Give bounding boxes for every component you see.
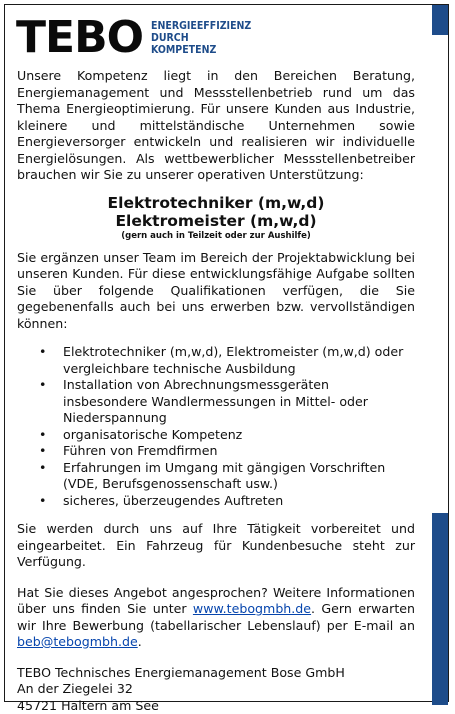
tebo-logo (16, 14, 251, 62)
email-link[interactable]: beb@tebogmbh.de (17, 634, 138, 649)
logo-tagline-line: ENERGIEEFFIZIENZ (151, 20, 251, 32)
list-item-text: Elektrotechniker (m,w,d), Elektromeister (m,w,d) oder vergleichbare technische Ausbildung (63, 344, 403, 376)
list-item (17, 460, 415, 493)
bullet-icon: • (39, 493, 46, 510)
website-link[interactable]: www.tebogmbh.de (193, 601, 311, 616)
job-title-technician: Elektrotechniker (m,w,d) (17, 194, 415, 212)
contact-paragraph (17, 585, 415, 651)
list-item-text: Führen von Fremdfirmen (63, 443, 217, 458)
contact-text: . Gern erwarten wir Ihre Bewerbung (tabellarischer Lebenslauf) per E-mail an (17, 601, 415, 633)
list-item (17, 493, 415, 510)
logo-wordmark: TEBO (16, 16, 143, 60)
address-city: 45721 Haltern am See (17, 698, 415, 714)
bullet-icon: • (39, 427, 46, 444)
requirements-intro: Sie ergänzen unser Team im Bereich der Projektabwicklung bei unseren Kunden. Für diese entwicklungsfähige Aufgabe sollten Sie über folgende Qualifikationen verfügen, die Sie gegebenenfalls auch bei uns erwerben bzw. vervollständigen können: (17, 250, 415, 333)
list-item (17, 377, 415, 427)
list-item (17, 427, 415, 444)
contact-text: . (138, 634, 142, 649)
logo-tagline (151, 20, 251, 56)
list-item (17, 443, 415, 460)
requirements-list (17, 344, 415, 509)
contact-text: Hat Sie dieses Angebot angesprochen? Weitere Informationen über uns finden Sie unter (17, 585, 415, 617)
list-item-text: Installation von Abrechnungsmessgeräten insbesondere Wandlermessungen in Mittel- oder Niederspannung (63, 377, 368, 425)
ad-content (17, 68, 415, 714)
bullet-icon: • (39, 443, 46, 460)
list-item (17, 344, 415, 377)
company-address (17, 665, 415, 714)
bullet-icon: • (39, 377, 46, 394)
job-title-master: Elektromeister (m,w,d) (17, 212, 415, 230)
intro-paragraph: Unsere Kompetenz liegt in den Bereichen Beratung, Energiemanagement und Messstellenbetrieb rund um das Thema Energieoptimierung. Für unsere Kunden aus Industrie, kleinere und mittelständische Unternehmen sowie Energieversorger entwickeln und realisieren wir individuelle Energielösungen. Als wettbewerblicher Messstellenbetreiber brauchen wir Sie zu unserer operativen Unterstützung: (17, 68, 415, 184)
bullet-icon: • (39, 460, 46, 477)
list-item-text: Erfahrungen im Umgang mit gängigen Vorschriften (VDE, Berufsgenossenschaft usw.) (63, 460, 385, 492)
address-company: TEBO Technisches Energiemanagement Bose GmbH (17, 665, 415, 682)
address-street: An der Ziegelei 32 (17, 681, 415, 698)
list-item-text: organisatorische Kompetenz (63, 427, 242, 442)
logo-tagline-line: KOMPETENZ (151, 44, 251, 56)
job-subtitle: (gern auch in Teilzeit oder zur Aushilfe) (17, 231, 415, 242)
list-item-text: sicheres, überzeugendes Auftreten (63, 493, 283, 508)
job-heading (17, 194, 415, 242)
bullet-icon: • (39, 344, 46, 361)
preparation-paragraph: Sie werden durch uns auf Ihre Tätigkeit vorbereitet und eingearbeitet. Ein Fahrzeug für Kundenbesuche steht zur Verfügung. (17, 521, 415, 571)
accent-bar-top (432, 5, 448, 35)
logo-tagline-line: DURCH (151, 32, 251, 44)
accent-bar-bottom (432, 513, 448, 705)
